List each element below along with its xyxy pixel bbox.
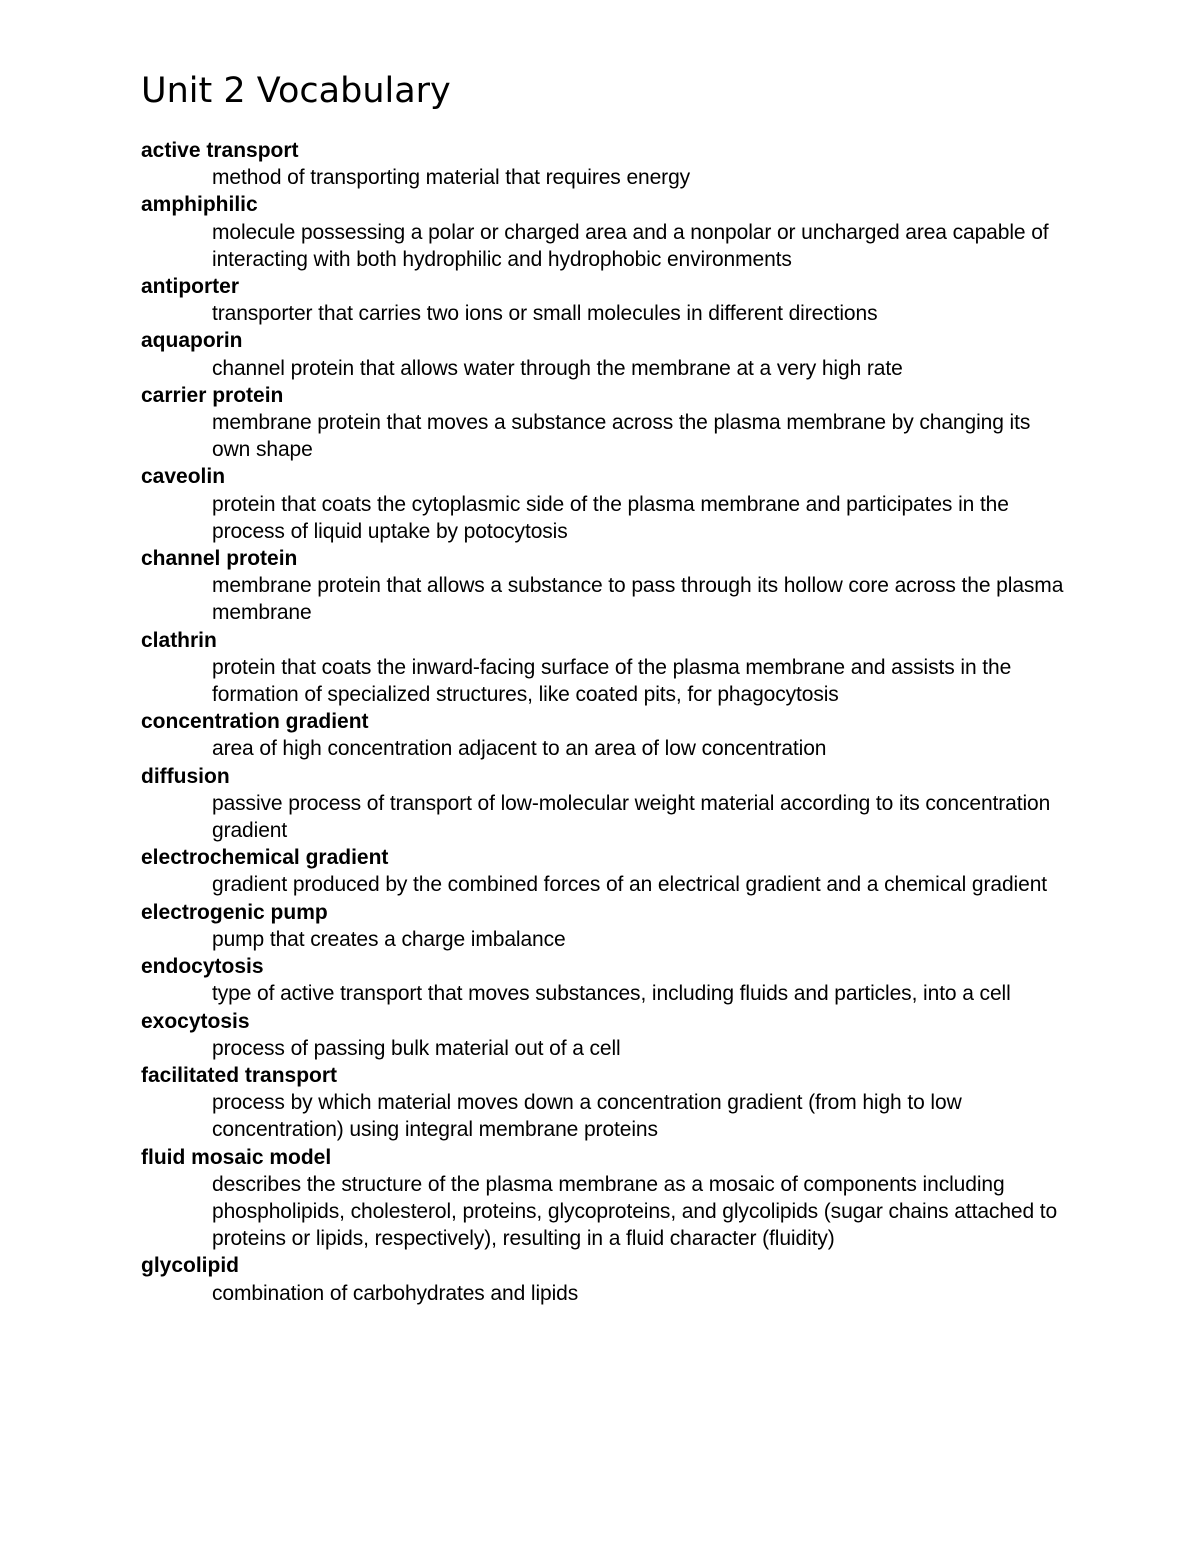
vocabulary-term: diffusion [141,764,230,788]
vocabulary-list [141,137,1070,1307]
vocabulary-entry [141,463,1070,545]
vocabulary-term: exocytosis [141,1009,250,1033]
vocabulary-entry [141,1144,1070,1253]
vocabulary-definition: gradient produced by the combined forces of an electrical gradient and a chemical gradient [212,873,1048,897]
vocabulary-definition: type of active transport that moves substances, including fluids and particles, into a cell [212,982,1011,1006]
vocabulary-definition: channel protein that allows water through the membrane at a very high rate [212,356,903,380]
vocabulary-entry [141,545,1070,627]
vocabulary-definition: protein that coats the inward-facing surface of the plasma membrane and assists in the formation of specialized structures, like coated pits, for phagocytosis [212,655,1012,707]
vocabulary-entry [141,953,1070,1007]
vocabulary-entry [141,327,1070,381]
vocabulary-entry [141,382,1070,464]
vocabulary-entry [141,627,1070,709]
vocabulary-definition: protein that coats the cytoplasmic side of the plasma membrane and participates in the process of liquid uptake by potocytosis [212,492,1009,543]
vocabulary-entry [141,708,1070,762]
vocabulary-definition: membrane protein that allows a substance to pass through its hollow core across the plasma membrane [212,574,1064,625]
vocabulary-term: channel protein [141,547,298,571]
vocabulary-entry [141,273,1070,327]
vocabulary-entry [141,1252,1070,1306]
vocabulary-term: caveolin [141,465,226,489]
vocabulary-definition: pump that creates a charge imbalance [212,927,566,951]
vocabulary-entry [141,899,1070,953]
vocabulary-definition: passive process of transport of low-molecular weight material according to its concentration gradient [212,791,1051,843]
vocabulary-entry [141,844,1070,898]
vocabulary-entry [141,1008,1070,1062]
vocabulary-term: electrogenic pump [141,900,328,924]
vocabulary-entry [141,1062,1070,1144]
vocabulary-term: fluid mosaic model [141,1145,332,1169]
vocabulary-definition: molecule possessing a polar or charged area and a nonpolar or uncharged area capable of interacting with both hydrophilic and hydrophobic environments [212,220,1049,271]
vocabulary-term: aquaporin [141,329,243,353]
vocabulary-entry [141,137,1070,191]
vocabulary-definition: area of high concentration adjacent to an area of low concentration [212,737,827,761]
vocabulary-definition: process of passing bulk material out of a cell [212,1036,621,1060]
vocabulary-term: concentration gradient [141,710,369,734]
vocabulary-entry [141,763,1070,845]
vocabulary-term: carrier protein [141,383,284,407]
vocabulary-term: amphiphilic [141,193,258,217]
vocabulary-term: clathrin [141,628,217,652]
vocabulary-definition: membrane protein that moves a substance across the plasma membrane by changing its own shape [212,411,1031,462]
vocabulary-term: active transport [141,139,299,162]
vocabulary-term: antiporter [141,275,240,299]
vocabulary-entry [141,191,1070,273]
vocabulary-definition: process by which material moves down a concentration gradient (from high to low concentration) using integral membrane proteins [212,1091,962,1142]
vocabulary-definition: transporter that carries two ions or small molecules in different directions [212,302,878,326]
vocabulary-term: facilitated transport [141,1063,338,1087]
vocabulary-term: electrochemical gradient [141,846,389,870]
vocabulary-definition: describes the structure of the plasma membrane as a mosaic of components including phospholipids, cholesterol, proteins, glycoproteins, and glycolipids (sugar chains attached to proteins or lipids, respectively), resulting in a fluid character (fluidity) [212,1172,1058,1251]
vocabulary-term: glycolipid [141,1254,240,1278]
page-title: Unit 2 Vocabulary [141,71,451,111]
vocabulary-term: endocytosis [141,955,264,979]
vocabulary-definition: method of transporting material that requires energy [212,166,691,190]
vocabulary-definition: combination of carbohydrates and lipids [212,1281,579,1305]
